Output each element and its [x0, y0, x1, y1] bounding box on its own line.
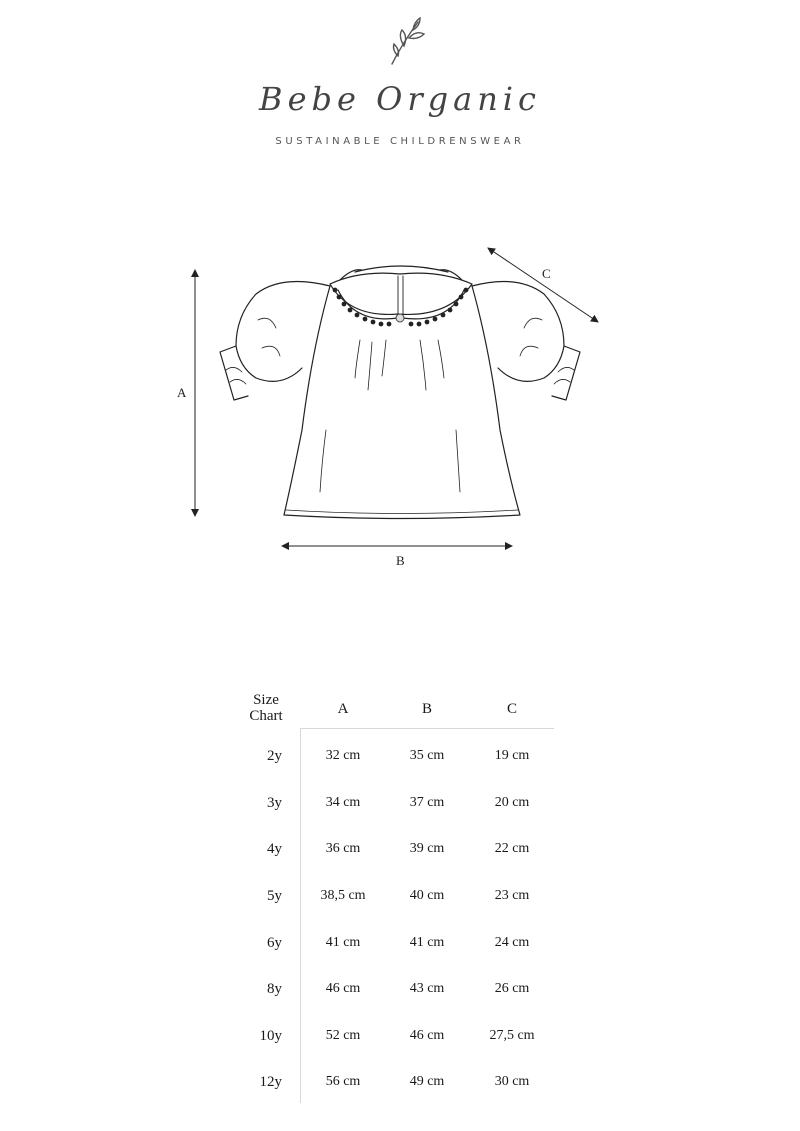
- measure-a-cell: 32 cm: [325, 748, 361, 763]
- size-cell: 12y: [259, 1074, 282, 1090]
- measure-b-cell: 39 cm: [409, 841, 445, 856]
- measure-a-cell: 38,5 cm: [320, 888, 366, 903]
- size-cell: 8y: [267, 981, 282, 997]
- size-chart-heading-line1: Size: [253, 692, 279, 708]
- measure-a-cell: 56 cm: [325, 1074, 361, 1089]
- measure-a-cell: 46 cm: [325, 981, 361, 996]
- measure-a-cell: 52 cm: [325, 1028, 361, 1043]
- size-cell: 3y: [267, 795, 282, 811]
- size-chart-heading: [230, 690, 302, 732]
- table-row: [230, 881, 560, 911]
- measure-c-cell: 20 cm: [494, 795, 530, 810]
- brand-name: Bebe Organic: [259, 80, 541, 118]
- collar-button: [396, 314, 404, 322]
- measure-a-cell: 34 cm: [325, 795, 361, 810]
- column-header-a: A: [337, 701, 349, 717]
- measure-c-cell: 26 cm: [494, 981, 530, 996]
- size-cell: 4y: [267, 841, 282, 857]
- size-cell: 6y: [267, 935, 282, 951]
- brand-logo: [0, 0, 800, 160]
- dimension-arrow-c: [488, 248, 598, 322]
- dimension-label-b: B: [396, 553, 405, 568]
- measure-a-cell: 41 cm: [325, 935, 361, 950]
- column-header-b: B: [421, 701, 432, 717]
- measure-b-cell: 41 cm: [409, 935, 445, 950]
- measure-b-cell: 49 cm: [409, 1074, 445, 1089]
- size-chart-heading-line2: Chart: [249, 708, 283, 724]
- table-row: [230, 1067, 560, 1097]
- measure-c-cell: 30 cm: [494, 1074, 530, 1089]
- brand-tagline: SUSTAINABLE CHILDRENSWEAR: [275, 136, 525, 147]
- size-cell: 2y: [267, 748, 282, 764]
- size-cell: 10y: [259, 1028, 282, 1044]
- dimension-label-a: A: [177, 385, 187, 400]
- measure-b-cell: 37 cm: [409, 795, 445, 810]
- measure-a-cell: 36 cm: [325, 841, 361, 856]
- header-divider: [300, 728, 554, 729]
- table-row: [230, 788, 560, 818]
- dimension-label-c: C: [542, 266, 551, 281]
- blouse-illustration: [0, 230, 800, 590]
- measure-b-cell: 40 cm: [409, 888, 445, 903]
- measure-b-cell: 46 cm: [409, 1028, 445, 1043]
- leaf-sprig-icon: [0, 0, 800, 80]
- measure-c-cell: 24 cm: [494, 935, 530, 950]
- measure-c-cell: 19 cm: [494, 748, 530, 763]
- column-header-c: C: [506, 701, 517, 717]
- size-cell: 5y: [267, 888, 282, 904]
- measure-c-cell: 23 cm: [494, 888, 530, 903]
- table-row: [230, 1021, 560, 1051]
- measure-b-cell: 35 cm: [409, 748, 445, 763]
- measure-c-cell: 27,5 cm: [489, 1028, 535, 1043]
- table-row: [230, 974, 560, 1004]
- table-row: [230, 741, 560, 771]
- table-row: [230, 928, 560, 958]
- measure-b-cell: 43 cm: [409, 981, 445, 996]
- garment-diagram: [0, 230, 800, 590]
- measure-c-cell: 22 cm: [494, 841, 530, 856]
- table-row: [230, 834, 560, 864]
